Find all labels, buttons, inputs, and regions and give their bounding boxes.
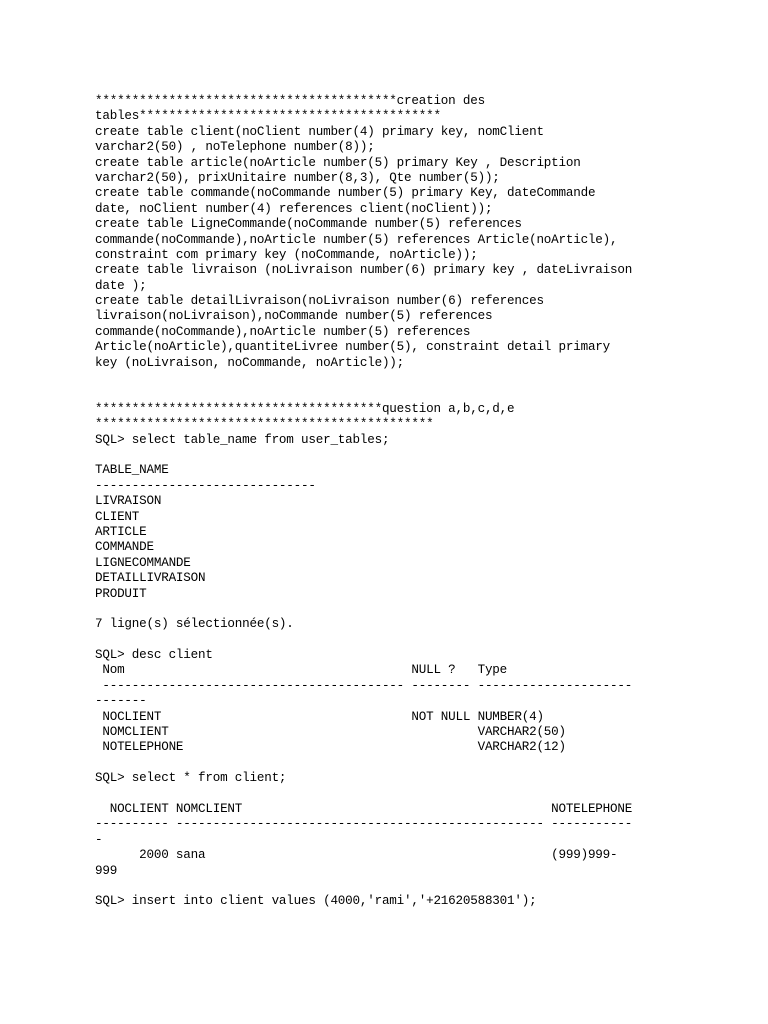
document-line: key (noLivraison, noCommande, noArticle));	[95, 355, 405, 370]
document-line: ---------- -------------------------------------------------- -----------	[95, 817, 633, 832]
document-line: 7 ligne(s) sélectionnée(s).	[95, 617, 294, 632]
document-line: create table client(noClient number(4) primary key, nomClient	[95, 124, 544, 139]
document-line: commande(noCommande),noArticle number(5) references	[95, 324, 471, 339]
document-line: commande(noCommande),noArticle number(5) references Article(noArticle),	[95, 232, 618, 247]
document-line	[95, 448, 755, 463]
document-line: varchar2(50) , noTelephone number(8));	[95, 140, 375, 155]
document-line: livraison(noLivraison),noCommande number(5) references	[95, 309, 493, 324]
document-line: constraint com primary key (noCommande, noArticle));	[95, 247, 478, 262]
document-line: ***************************************question a,b,c,d,e	[95, 401, 515, 416]
document-line	[95, 386, 755, 401]
document-line	[95, 633, 755, 648]
document-line: PRODUIT	[95, 586, 147, 601]
document-line: DETAILLIVRAISON	[95, 571, 206, 586]
document-line: **********************************************	[95, 417, 434, 432]
document-line: SQL> desc client	[95, 648, 213, 663]
document-line	[95, 756, 755, 771]
document-line: SQL> insert into client values (4000,'rami','+21620588301');	[95, 894, 537, 909]
document-line: *****************************************creation des	[95, 94, 485, 108]
document-line: Article(noArticle),quantiteLivree number(5), constraint detail primary	[95, 340, 611, 355]
document-line: 2000 sana (999)999-	[95, 848, 618, 863]
document-line: -------	[95, 694, 147, 709]
document-line: 999	[95, 863, 118, 878]
document-line: -	[95, 832, 103, 847]
document-line: LIVRAISON	[95, 494, 162, 509]
document-line: NOCLIENT NOT NULL NUMBER(4)	[95, 709, 544, 724]
document-line: LIGNECOMMANDE	[95, 555, 191, 570]
document-line: NOCLIENT NOMCLIENT NOTELEPHONE	[95, 801, 633, 816]
document-line: ----------------------------------------- -------- ---------------------	[95, 678, 633, 693]
document-line: ARTICLE	[95, 524, 147, 539]
document-line: SQL> select * from client;	[95, 771, 287, 786]
document-line: create table detailLivraison(noLivraison number(6) references	[95, 294, 544, 309]
document-line: tables*****************************************	[95, 109, 441, 124]
document-line: NOMCLIENT VARCHAR2(50)	[95, 725, 566, 740]
document-line: NOTELEPHONE VARCHAR2(12)	[95, 740, 566, 755]
document-line: create table commande(noCommande number(5) primary Key, dateCommande	[95, 186, 596, 201]
document-line: Nom NULL ? Type	[95, 663, 508, 678]
document-line: create table article(noArticle number(5) primary Key , Description	[95, 155, 581, 170]
document-line: CLIENT	[95, 509, 140, 524]
document-line: create table LigneCommande(noCommande number(5) references	[95, 217, 522, 232]
document-line: TABLE_NAME	[95, 463, 169, 478]
document-line: SQL> select table_name from user_tables;	[95, 432, 390, 447]
document-line: date );	[95, 278, 147, 293]
document-line: create table livraison (noLivraison number(6) primary key , dateLivraison	[95, 263, 633, 278]
document-line	[95, 371, 755, 386]
document-line: ------------------------------	[95, 478, 316, 493]
document-page	[95, 94, 755, 910]
document-line	[95, 879, 755, 894]
document-line: varchar2(50), prixUnitaire number(8,3), Qte number(5));	[95, 170, 500, 185]
document-line: COMMANDE	[95, 540, 154, 555]
document-line	[95, 602, 755, 617]
document-line: date, noClient number(4) references client(noClient));	[95, 201, 493, 216]
document-line	[95, 787, 755, 802]
